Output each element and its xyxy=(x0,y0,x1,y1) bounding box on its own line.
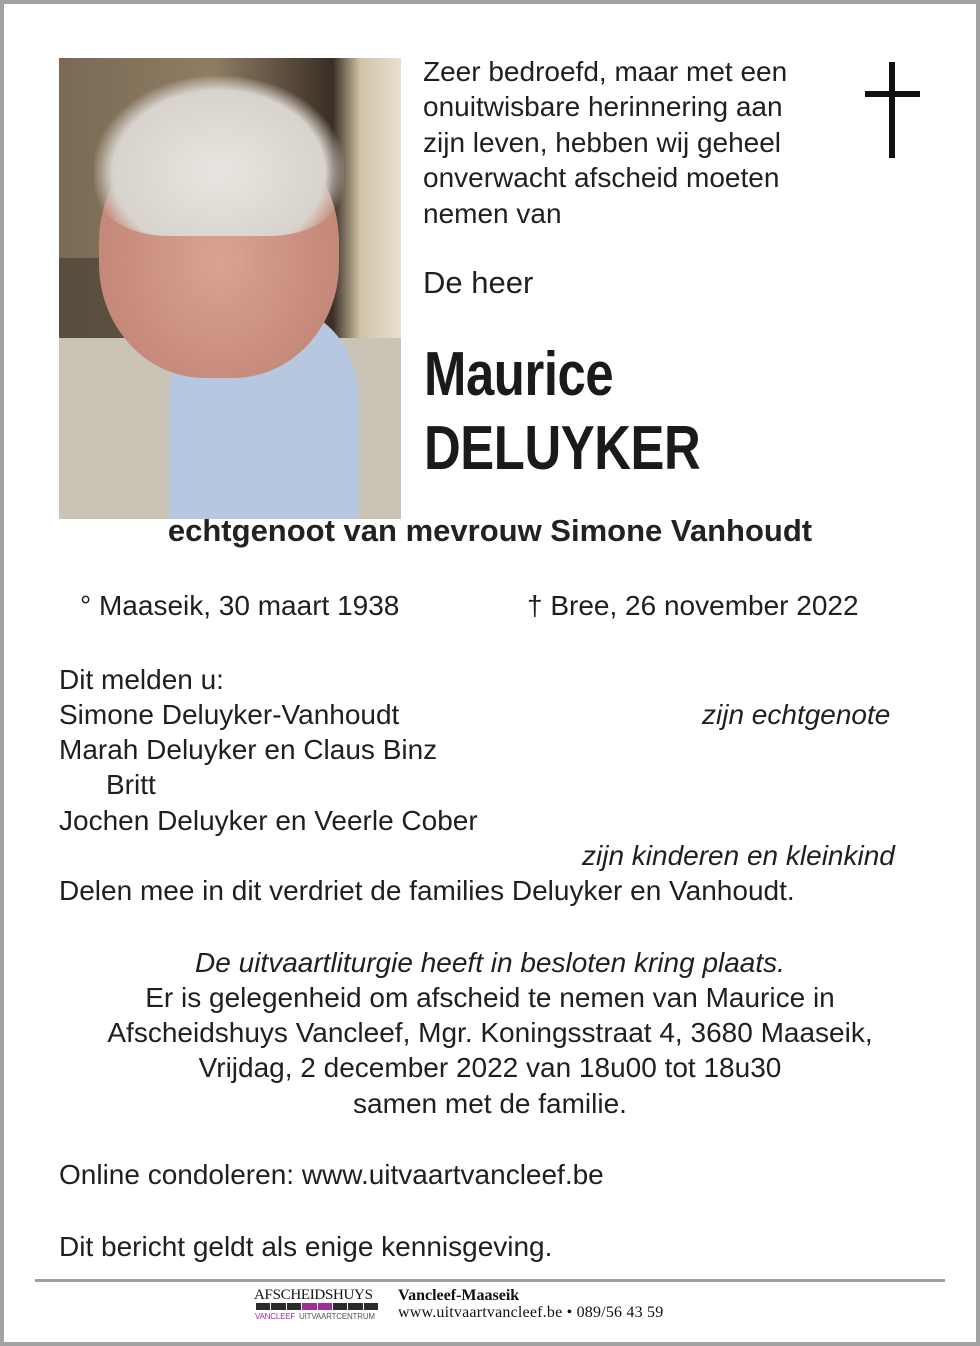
footer-company: Vancleef-Maaseik xyxy=(398,1287,520,1304)
intro-line: onverwacht afscheid moeten xyxy=(423,162,780,194)
intro-line: onuitwisbare herinnering aan xyxy=(423,91,783,123)
family-member: Simone Deluyker-Vanhoudt xyxy=(59,699,400,730)
funeral-home-logo xyxy=(254,1287,380,1325)
footer-divider xyxy=(35,1279,945,1282)
death-info: † Bree, 26 november 2022 xyxy=(527,590,859,621)
first-name: Maurice xyxy=(424,340,614,409)
farewell-line: Vrijdag, 2 december 2022 van 18u00 tot 18u30 xyxy=(198,1052,782,1083)
birth-info: ° Maaseik, 30 maart 1938 xyxy=(80,590,400,621)
logo-subtitle xyxy=(255,1312,375,1321)
online-condolence: Online condoleren: www.uitvaartvancleef.be xyxy=(59,1159,604,1190)
families-line: Delen mee in dit verdriet de families Deluyker en Vanhoudt. xyxy=(59,875,795,906)
family-intro: Dit melden u: xyxy=(59,664,224,695)
family-relation: zijn echtgenote xyxy=(702,699,891,730)
family-member: Jochen Deluyker en Veerle Cober xyxy=(59,805,478,836)
farewell-line: Er is gelegenheid om afscheid te nemen van Maurice in xyxy=(145,982,835,1013)
farewell-line: Afscheidshuys Vancleef, Mgr. Koningsstraat 4, 3680 Maaseik, xyxy=(107,1017,873,1048)
family-member: Marah Deluyker en Claus Binz xyxy=(59,734,438,765)
logo-sub-right: UITVAARTCENTRUM xyxy=(299,1312,375,1321)
farewell-line: samen met de familie. xyxy=(353,1088,627,1119)
logo-wordmark: AFSCHEIDSHUYS xyxy=(254,1287,373,1303)
family-member: Britt xyxy=(106,769,156,800)
footer-contact: www.uitvaartvancleef.be • 089/56 43 59 xyxy=(398,1304,664,1321)
spouse-line: echtgenoot van mevrouw Simone Vanhoudt xyxy=(167,513,813,548)
title-prefix: De heer xyxy=(423,265,534,300)
cross-icon xyxy=(865,62,921,158)
logo-sub-left: VANCLEEF xyxy=(255,1312,296,1321)
intro-line: nemen van xyxy=(423,197,562,229)
deceased-name xyxy=(424,338,700,486)
children-relation: zijn kinderen en kleinkind xyxy=(582,840,895,871)
liturgy-note: De uitvaartliturgie heeft in besloten kring plaats. xyxy=(195,947,785,978)
notice-line: Dit bericht geldt als enige kennisgeving. xyxy=(59,1231,553,1262)
intro-line: Zeer bedroefd, maar met een xyxy=(423,56,788,87)
last-name: DELUYKER xyxy=(424,414,701,483)
logo-bars xyxy=(256,1303,378,1310)
intro-text xyxy=(423,54,843,231)
intro-line: zijn leven, hebben wij geheel xyxy=(423,126,782,158)
portrait-photo xyxy=(59,58,401,519)
